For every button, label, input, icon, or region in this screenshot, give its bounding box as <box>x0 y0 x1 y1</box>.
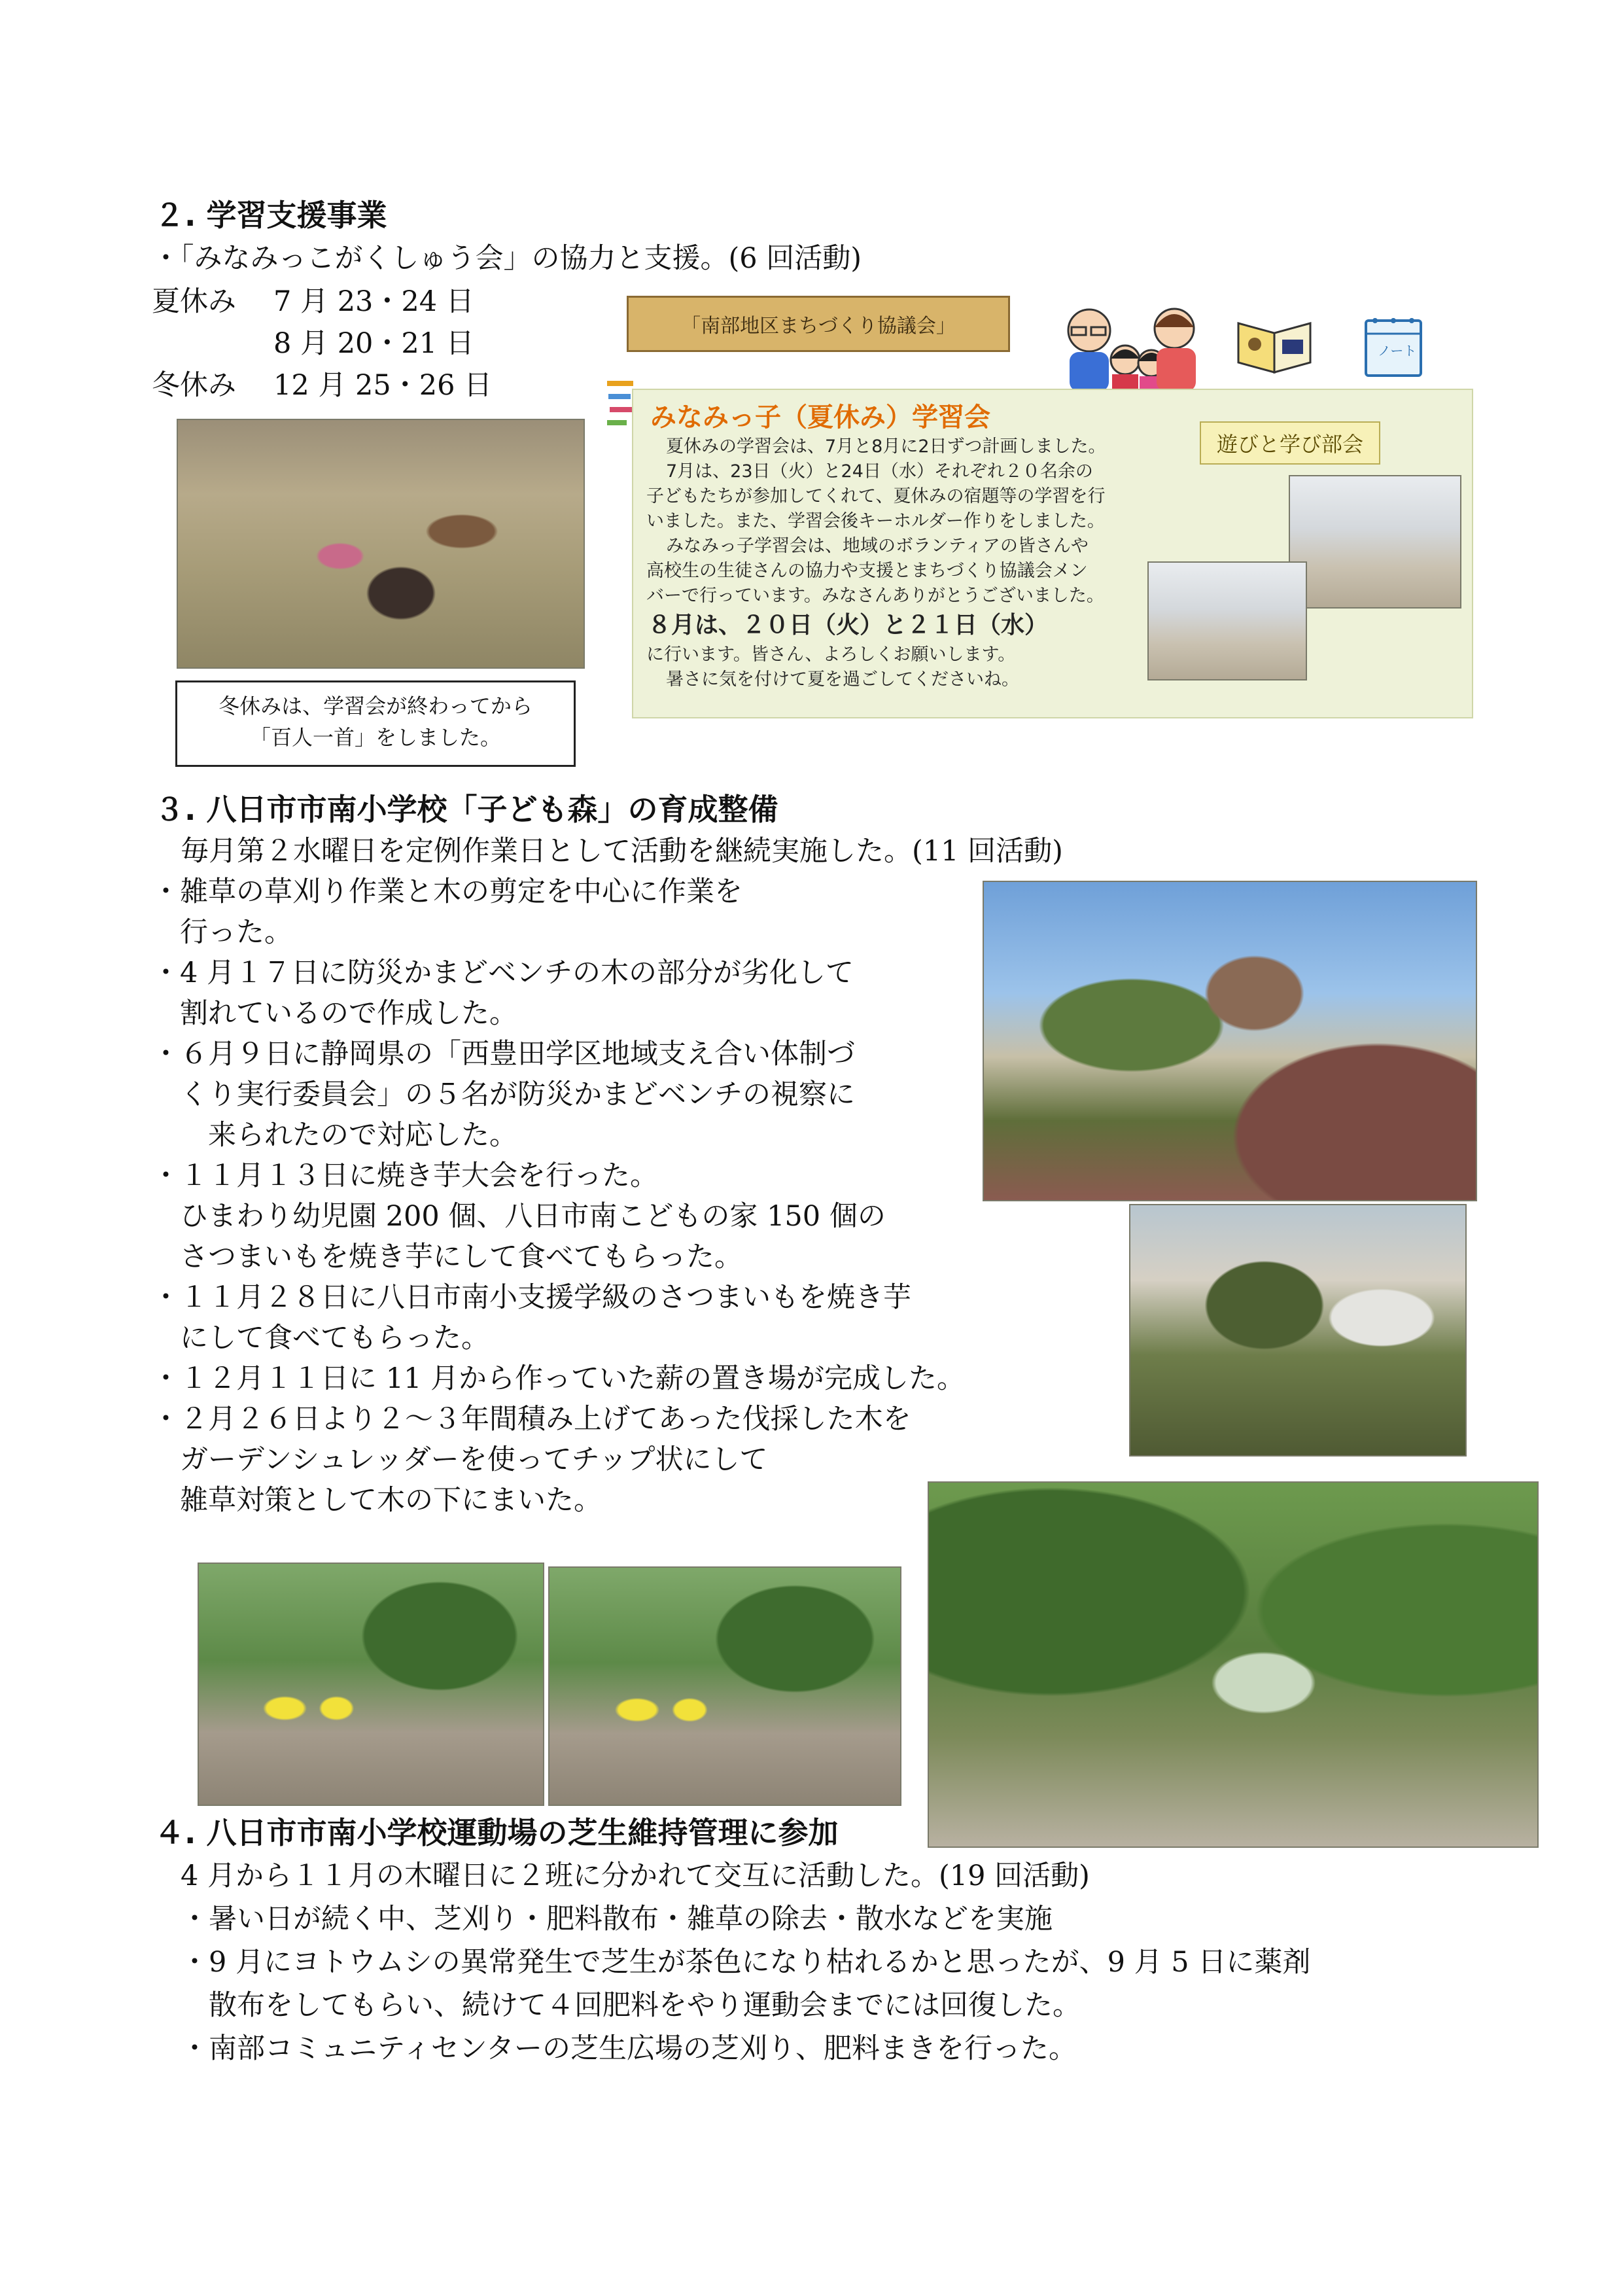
section3-item-13: ・１２月１１日に 11 月から作っていた薪の置き場が完成した。 <box>152 1362 966 1395</box>
section3-item-12: にして食べてもらった。 <box>152 1322 489 1354</box>
section3-item-14: ・２月２６日より２～３年間積み上げてあった伐採した木を <box>152 1403 911 1436</box>
winter-dates: 12 月 25・26 日 <box>273 369 493 402</box>
section3-item-8: ・１１月１３日に焼き芋大会を行った。 <box>152 1159 658 1192</box>
council-signboard: 「南部地区まちづくり協議会」 <box>627 296 1010 352</box>
section3-item-2: 行った。 <box>152 916 292 949</box>
flyer-line-2: 7月は、23日（火）と24日（水）それぞれ２０名余の <box>666 461 1093 482</box>
section3-item-4: 割れているので作成した。 <box>152 997 517 1030</box>
family-illustration-icon <box>1053 301 1217 393</box>
section3-heading: ３. 八日市市南小学校「子ども森」の育成整備 <box>154 792 778 827</box>
photo-caption <box>175 680 576 767</box>
section3-item-6: くり実行委員会」の５名が防災かまどベンチの視察に <box>152 1078 855 1111</box>
winter-label: 冬休み <box>152 369 236 402</box>
photo-children-forest-path <box>983 881 1477 1201</box>
section4-intro: 4 月から１１月の木曜日に２班に分かれて交互に活動した。(19 回活動) <box>181 1860 1090 1892</box>
photo-visitors-bench-1 <box>198 1563 544 1806</box>
section3-intro: 毎月第２水曜日を定例作業日として活動を継続実施した。(11 回活動) <box>181 835 1063 868</box>
flyer-photo-classroom-1 <box>1289 475 1461 609</box>
photo-caption-line-2: 「百人一首」をしました。 <box>249 725 501 750</box>
summer-label: 夏休み <box>152 285 236 318</box>
section3-item-16: 雑草対策として木の下にまいた。 <box>152 1484 602 1517</box>
flyer-title: みなみっ子（夏休み）学習会 <box>650 402 990 433</box>
summer-dates-july: 7 月 23・24 日 <box>273 285 474 318</box>
photo-firewood-storage <box>1129 1204 1467 1457</box>
section3-item-7: 来られたので対応した。 <box>152 1119 517 1152</box>
flyer-line-1: 夏休みの学習会は、7月と8月に2日ずつ計画しました。 <box>666 436 1106 457</box>
section3-item-11: ・１１月２８日に八日市南小支援学級のさつまいもを焼き芋 <box>152 1281 911 1314</box>
section3-item-1: ・雑草の草刈り作業と木の剪定を中心に作業を <box>152 875 742 908</box>
photo-forest-inspection <box>928 1481 1539 1848</box>
section3-item-5: ・６月９日に静岡県の「西豊田学区地域支え合い体制づ <box>152 1038 855 1070</box>
section4-heading: ４. 八日市市南小学校運動場の芝生維持管理に参加 <box>154 1815 839 1850</box>
open-book-icon <box>1235 310 1314 376</box>
section4-item-2: ・9 月にヨトウムシの異常発生で芝生が茶色になり枯れるかと思ったが、9 月 5 日に薬剤 <box>181 1946 1311 1979</box>
section3-item-3: ・4 月１７日に防災かまどベンチの木の部分が劣化して <box>152 957 854 989</box>
photo-caption-line-1: 冬休みは、学習会が終わってから <box>218 694 532 718</box>
photo-hyakunin-isshu <box>177 419 585 669</box>
flyer-line-7: バーで行っています。みなさんありがとうございました。 <box>646 586 1104 606</box>
flyer-closing-2: 暑さに気を付けて夏を過ごしてくださいね。 <box>666 669 1019 690</box>
section2-heading: ２. 学習支援事業 <box>154 198 387 233</box>
notebook-icon-label: ノート <box>1378 343 1417 359</box>
flyer-photo-classroom-2 <box>1147 561 1307 680</box>
section2-intro: ・「みなみっこがくしゅう会」の協力と支援。(6 回活動) <box>152 242 862 275</box>
flyer-line-6: 高校生の生徒さんの協力や支援とまちづくり協議会メン <box>646 561 1088 581</box>
flyer-line-3: 子どもたちが参加してくれて、夏休みの宿題等の学習を行 <box>646 486 1106 506</box>
notebook-icon <box>1361 314 1426 380</box>
study-meeting-flyer <box>632 389 1473 718</box>
flyer-badge: 遊びと学び部会 <box>1200 421 1380 465</box>
section4-item-3: 散布をしてもらい、続けて４回肥料をやり運動会までには回復した。 <box>181 1989 1081 2022</box>
flyer-line-4: いました。また、学習会後キーホルダー作りをしました。 <box>646 511 1105 531</box>
summer-dates-august: 8 月 20・21 日 <box>273 327 474 360</box>
photo-visitors-bench-2 <box>548 1566 901 1806</box>
section3-item-15: ガーデンシュレッダーを使ってチップ状にして <box>152 1443 768 1476</box>
section3-item-10: さつまいもを焼き芋にして食べてもらった。 <box>152 1241 742 1273</box>
section4-item-1: ・暑い日が続く中、芝刈り・肥料散布・雑草の除去・散水などを実施 <box>181 1903 1053 1935</box>
flyer-closing-1: に行います。皆さん、よろしくお願いします。 <box>646 645 1016 665</box>
flyer-line-5: みなみっ子学習会は、地域のボランティアの皆さんや <box>666 536 1089 556</box>
section4-item-4: ・南部コミュニティセンターの芝生広場の芝刈り、肥料まきを行った。 <box>181 2032 1077 2065</box>
flyer-highlight: ８月は、２０日（火）と２１日（水） <box>648 612 1049 639</box>
section3-item-9: ひまわり幼児園 200 個、八日市南こどもの家 150 個の <box>152 1200 886 1233</box>
